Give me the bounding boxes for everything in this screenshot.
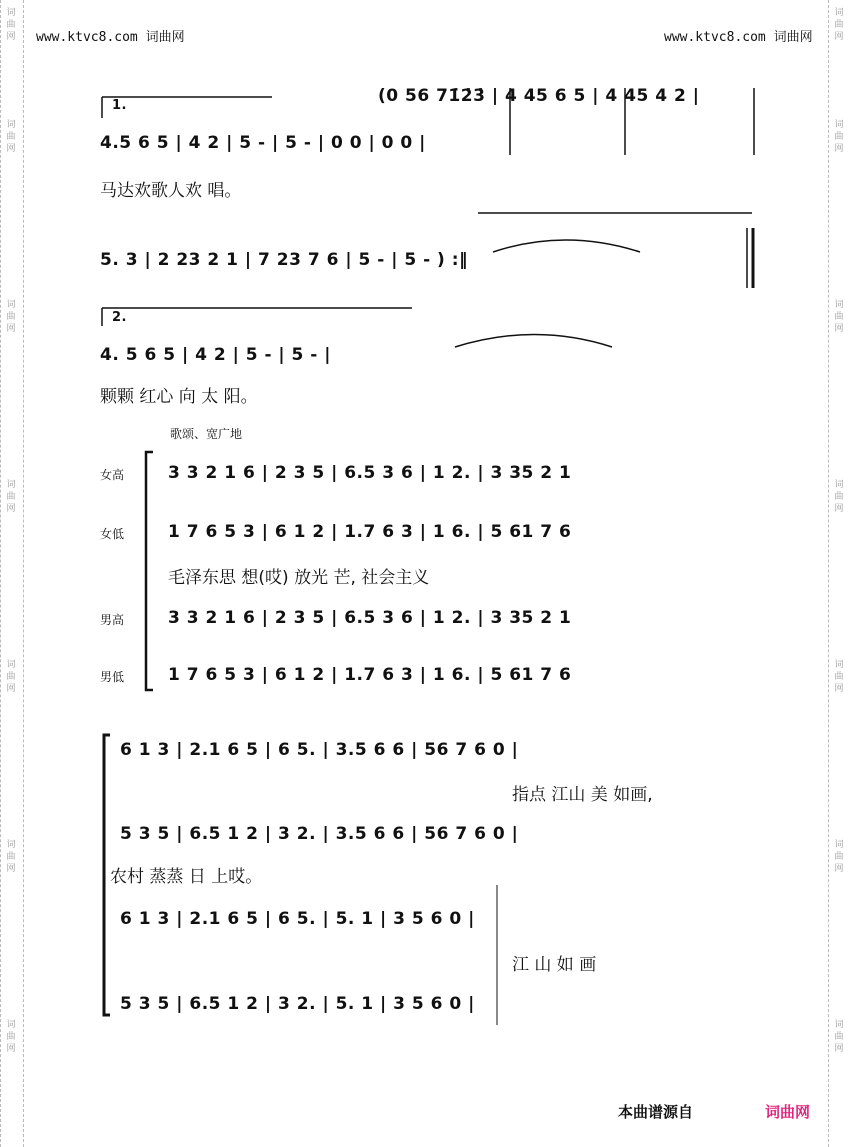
chorus2-notes-4: 5 3 5 | 6.5 1 2 | 3 2. | 5. 1 | 3 5 6 0 | — [120, 994, 475, 1014]
melody-line-1: 4.5 6 5 | 4 2 | 5 - | 5 - | 0 0 | 0 0 | — [100, 133, 426, 153]
interlude-notes: (0 56 71̇2̇3̇ | 4 45 6 5 | 4 45 4 2 | — [378, 86, 700, 106]
footer-brand[interactable]: 词曲网 — [765, 1103, 811, 1121]
lyrics-line-1: 马达欢歌人欢 唱。 — [100, 181, 242, 201]
volta-2: 2. — [112, 310, 127, 325]
chorus2-notes-3: 6 1 3 | 2.1 6 5 | 6 5. | 5. 1 | 3 5 6 0 | — [120, 909, 475, 929]
chorus2-lyrics-3: 江 山 如 画 — [512, 955, 597, 975]
header-site-right[interactable]: www.ktvc8.com 词曲网 — [664, 30, 813, 45]
chorus2-notes-2: 5 3 5 | 6.5 1 2 | 3 2. | 3.5 6 6 | 56 7 6 0 | — [120, 824, 519, 844]
part-notes-tenor: 3 3 2 1 6 | 2 3 5 | 6.5 3 6 | 1 2. | 3 35 2 1 — [168, 608, 572, 628]
chorus2-notes-1: 6 1 3 | 2.1 6 5 | 6 5. | 3.5 6 6 | 56 7 6 0 | — [120, 740, 519, 760]
footer-source: 本曲谱源自 — [618, 1103, 694, 1121]
part-label-bass: 男低 — [100, 670, 125, 684]
part-notes-soprano: 3 3 2 1 6 | 2 3 5 | 6.5 3 6 | 1 2. | 3 35 2 1 — [168, 463, 572, 483]
tempo-marking: 歌颂、宽广地 — [170, 427, 243, 441]
part-label-alto: 女低 — [100, 527, 125, 541]
part-label-tenor: 男高 — [100, 613, 125, 627]
melody-line-2: 5. 3 | 2 23 2 1 | 7 23 7 6 | 5 - | 5 - ) :‖ — [100, 250, 469, 270]
header-site-left[interactable]: www.ktvc8.com 词曲网 — [36, 30, 185, 45]
volta-1: 1. — [112, 98, 127, 113]
part-notes-alto: 1 7 6 5 3 | 6 1 2 | 1.7 6 3 | 1 6. | 5 61 7 6 — [168, 522, 572, 542]
part-label-soprano: 女高 — [100, 468, 125, 482]
part-notes-bass: 1 7 6 5 3 | 6 1 2 | 1.7 6 3 | 1 6. | 5 61 7 6 — [168, 665, 572, 685]
left-watermark-strip: 词 曲 网 词 曲 网 词 曲 网 词 曲 网 词 曲 网 词 曲 网 词 曲 网 — [0, 0, 24, 1147]
chorus2-lyrics-1: 指点 江山 美 如画, — [512, 785, 653, 805]
chorus2-lyrics-2: 农村 蒸蒸 日 上哎。 — [110, 867, 263, 887]
chorus-lyrics: 毛泽东思 想(哎) 放光 芒, 社会主义 — [168, 568, 430, 588]
right-watermark-strip: 词 曲 网 词 曲 网 词 曲 网 词 曲 网 词 曲 网 词 曲 网 词 曲 网 — [828, 0, 850, 1147]
melody-line-3: 4. 5 6 5 | 4 2 | 5 - | 5 - | — [100, 345, 331, 365]
lyrics-line-3: 颗颗 红心 向 太 阳。 — [100, 387, 258, 407]
